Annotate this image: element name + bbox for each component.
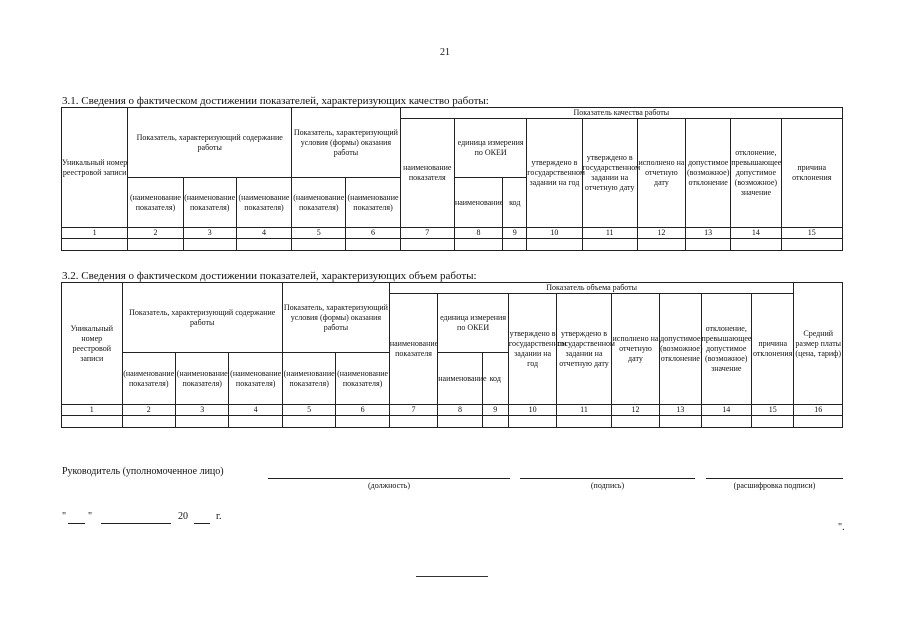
col-indicator-group: Показатель качества работы <box>400 108 842 119</box>
empty-cell[interactable] <box>660 416 701 428</box>
col-number: 4 <box>236 228 291 239</box>
col-indicator-group: Показатель объема работы <box>389 283 794 294</box>
sub-indicator-name: (наименование показателя) <box>183 178 236 228</box>
col-conditions: Показатель, характеризующий условия (формы) оказания работы <box>282 283 389 353</box>
volume-table <box>61 282 843 428</box>
col-approved-year: утверждено в государственном задании на год <box>508 294 556 405</box>
empty-cell[interactable] <box>282 416 335 428</box>
date-close-quote: " <box>88 511 93 522</box>
col-number: 8 <box>454 228 502 239</box>
col-excess: отклонение, превышающее допустимое (возможное) значение <box>731 119 781 228</box>
year-suffix: г. <box>216 511 222 522</box>
sign-line[interactable] <box>520 478 695 479</box>
col-number: 1 <box>62 405 123 416</box>
col-approved-date: утверждено в государственном задании на отчетную дату <box>582 119 637 228</box>
decode-line[interactable] <box>706 478 843 479</box>
quality-table <box>61 107 843 251</box>
col-number: 5 <box>292 228 346 239</box>
col-number: 9 <box>503 228 527 239</box>
col-approved-year: утверждено в государственном задании на год <box>527 119 582 228</box>
col-content: Показатель, характеризующий содержание работы <box>122 283 282 353</box>
empty-cell[interactable] <box>438 416 482 428</box>
signature-label: Руководитель (уполномоченное лицо) <box>62 466 224 477</box>
sub-indicator-name: (наименование показателя) <box>229 353 283 405</box>
sub-indicator-name: (наименование показателя) <box>122 353 175 405</box>
position-caption: (должность) <box>368 481 410 490</box>
table-row <box>62 239 843 251</box>
col-price: Средний размер платы (цена, тариф) <box>794 283 843 405</box>
col-number: 6 <box>336 405 389 416</box>
empty-cell[interactable] <box>454 239 502 251</box>
empty-cell[interactable] <box>527 239 582 251</box>
col-approved-date: утверждено в государственном задании на отчетную дату <box>557 294 611 405</box>
empty-cell[interactable] <box>236 239 291 251</box>
col-number: 2 <box>122 405 175 416</box>
col-registry: Уникальный номер реестровой записи <box>62 108 128 228</box>
empty-cell[interactable] <box>557 416 611 428</box>
col-number: 7 <box>400 228 454 239</box>
col-number: 5 <box>282 405 335 416</box>
empty-cell[interactable] <box>389 416 437 428</box>
col-reason: причина отклонения <box>751 294 793 405</box>
col-unit: единица измерения по ОКЕИ <box>454 119 526 178</box>
table-row <box>62 416 843 428</box>
col-registry: Уникальный номер реестровой записи <box>62 283 123 405</box>
empty-cell[interactable] <box>794 416 843 428</box>
page-number: 21 <box>440 47 450 58</box>
empty-cell[interactable] <box>183 239 236 251</box>
position-line[interactable] <box>268 478 510 479</box>
empty-cell[interactable] <box>400 239 454 251</box>
sign-caption: (подпись) <box>590 481 625 490</box>
col-number: 11 <box>582 228 637 239</box>
col-content: Показатель, характеризующий содержание работы <box>128 108 292 178</box>
year-line[interactable] <box>194 523 210 524</box>
empty-cell[interactable] <box>292 239 346 251</box>
col-number: 7 <box>389 405 437 416</box>
col-number: 12 <box>637 228 685 239</box>
empty-cell[interactable] <box>686 239 731 251</box>
empty-cell[interactable] <box>229 416 283 428</box>
empty-cell[interactable] <box>336 416 389 428</box>
sub-unit-code: код <box>482 353 508 405</box>
col-conditions: Показатель, характеризующий условия (формы) оказания работы <box>292 108 401 178</box>
col-number: 13 <box>686 228 731 239</box>
empty-cell[interactable] <box>781 239 843 251</box>
sub-unit-name: наименование <box>454 178 502 228</box>
col-number: 3 <box>175 405 228 416</box>
col-number: 16 <box>794 405 843 416</box>
sub-unit-code: код <box>503 178 527 228</box>
col-number: 1 <box>62 228 128 239</box>
empty-cell[interactable] <box>122 416 175 428</box>
col-number: 2 <box>128 228 183 239</box>
col-number: 4 <box>229 405 283 416</box>
empty-cell[interactable] <box>701 416 751 428</box>
col-excess: отклонение, превышающее допустимое (возможное) значение <box>701 294 751 405</box>
empty-cell[interactable] <box>611 416 659 428</box>
sub-indicator-name: (наименование показателя) <box>128 178 183 228</box>
footer-divider <box>416 576 488 577</box>
col-executed: исполнено на отчетную дату <box>611 294 659 405</box>
col-number: 10 <box>508 405 556 416</box>
year-prefix: 20 <box>178 511 188 522</box>
sub-indicator-name: (наименование показателя) <box>175 353 228 405</box>
sub-indicator-name: (наименование показателя) <box>346 178 400 228</box>
col-allowed: допустимое (возможное) отклонение <box>660 294 701 405</box>
sub-indicator-name: (наименование показателя) <box>336 353 389 405</box>
col-number: 9 <box>482 405 508 416</box>
col-number: 15 <box>781 228 843 239</box>
section-2-heading: 3.2. Сведения о фактическом достижении показателей, характеризующих объем работы: <box>62 270 477 282</box>
sub-indicator-name: (наименование показателя) <box>282 353 335 405</box>
empty-cell[interactable] <box>503 239 527 251</box>
col-reason: причина отклонения <box>781 119 843 228</box>
empty-cell[interactable] <box>637 239 685 251</box>
col-unit: единица измерения по ОКЕИ <box>438 294 509 353</box>
col-number: 11 <box>557 405 611 416</box>
sub-indicator-name: (наименование показателя) <box>292 178 346 228</box>
decode-caption: (расшифровка подписи) <box>733 481 816 490</box>
col-name: наименование показателя <box>389 294 437 405</box>
col-number: 3 <box>183 228 236 239</box>
col-name: наименование показателя <box>400 119 454 228</box>
col-number: 10 <box>527 228 582 239</box>
col-number: 8 <box>438 405 482 416</box>
empty-cell[interactable] <box>508 416 556 428</box>
empty-cell[interactable] <box>482 416 508 428</box>
col-number: 14 <box>701 405 751 416</box>
col-number: 14 <box>731 228 781 239</box>
empty-cell[interactable] <box>582 239 637 251</box>
date-open-quote: " <box>62 511 67 522</box>
col-number: 15 <box>751 405 793 416</box>
empty-cell[interactable] <box>128 239 183 251</box>
empty-cell[interactable] <box>346 239 400 251</box>
col-executed: исполнено на отчетную дату <box>637 119 685 228</box>
col-number: 12 <box>611 405 659 416</box>
empty-cell[interactable] <box>751 416 793 428</box>
day-line[interactable] <box>68 523 85 524</box>
col-number: 6 <box>346 228 400 239</box>
sub-unit-name: наименование <box>438 353 482 405</box>
empty-cell[interactable] <box>62 239 128 251</box>
col-number: 13 <box>660 405 701 416</box>
col-allowed: допустимое (возможное) отклонение <box>686 119 731 228</box>
month-line[interactable] <box>101 523 171 524</box>
closing-mark: ". <box>838 522 845 533</box>
empty-cell[interactable] <box>62 416 123 428</box>
sub-indicator-name: (наименование показателя) <box>236 178 291 228</box>
empty-cell[interactable] <box>175 416 228 428</box>
empty-cell[interactable] <box>731 239 781 251</box>
section-1-heading: 3.1. Сведения о фактическом достижении показателей, характеризующих качество работы: <box>62 95 489 107</box>
